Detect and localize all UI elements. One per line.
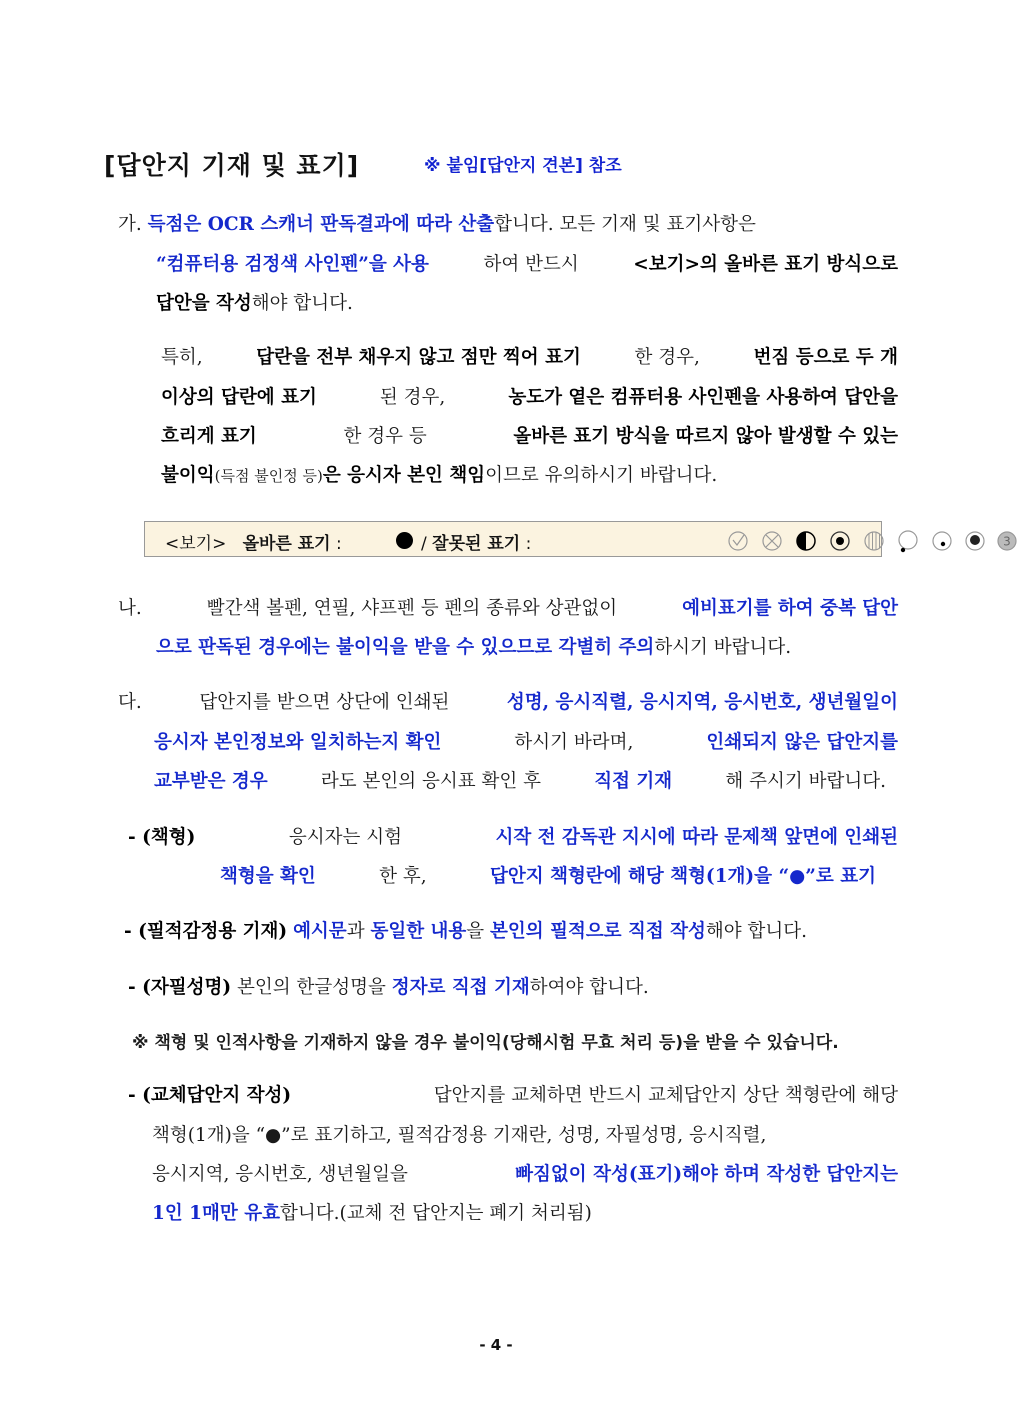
item-da-line-2 <box>154 731 898 755</box>
emphasis-text: 인쇄되지 않은 답안지를 <box>706 732 898 753</box>
colon: : <box>336 534 342 554</box>
item-ga-para2-line-4 <box>161 464 717 488</box>
body-text: 빨간색 볼펜, 연필, 샤프펜 등 펜의 종류와 상관없이 <box>206 598 618 619</box>
striped-mark-icon <box>865 532 883 550</box>
body-text: 된 경우, <box>379 387 446 408</box>
emphasis-text: “컴퓨터용 검정색 사인펜”을 사용 <box>156 254 429 275</box>
booklet-type-line-2 <box>220 865 876 889</box>
half-filled-mark-icon <box>797 532 815 550</box>
bold-label: - (자필성명) <box>128 977 232 998</box>
item-ga-para2-line-3 <box>161 425 898 449</box>
smeared-mark-icon <box>966 532 984 550</box>
faint-mark-number: 3 <box>1003 534 1011 549</box>
item-ga-para2-line-2 <box>161 386 898 410</box>
check-mark-icon <box>729 532 747 550</box>
booklet-type-line-1 <box>128 826 898 850</box>
item-da-line-3 <box>154 770 886 794</box>
bold-text: 농도가 옅은 컴퓨터용 사인펜을 사용하여 답안을 <box>508 387 898 408</box>
emphasis-text: 정자로 직접 기재 <box>391 977 530 998</box>
bold-text: 불이익 <box>161 465 215 486</box>
body-text: 해야 합니다. <box>251 293 353 314</box>
small-text: (득점 불인정 등) <box>214 467 323 485</box>
attachment-reference: ※ 붙임[답안지 견본] 참조 <box>424 156 622 176</box>
section-title: [답안지 기재 및 표기] <box>104 151 360 180</box>
body-text: 하시기 바라며, <box>514 732 634 753</box>
outside-dot-mark-icon <box>899 531 917 552</box>
body-text: 한 경우, <box>634 347 700 368</box>
example-label: <보기> <box>165 534 227 554</box>
body-text: 합니다.(교체 전 답안지는 폐기 처리됨) <box>279 1203 592 1224</box>
body-text: 한 경우 등 <box>343 426 427 447</box>
correct-mark-filled-circle-icon <box>396 532 413 549</box>
emphasis-text: 책형을 확인 <box>220 866 316 887</box>
emphasis-text: 교부받은 경우 <box>154 771 268 792</box>
bold-label: - (교체답안지 작성) <box>128 1085 292 1106</box>
bold-text: 답안을 작성 <box>156 293 252 314</box>
emphasis-text: 예시문 <box>293 921 347 942</box>
body-text: 합니다. 모든 기재 및 표기사항은 <box>494 214 756 235</box>
item-ga-line-1 <box>118 213 756 237</box>
small-dot-mark-icon <box>933 532 951 550</box>
body-text: 하시기 바랍니다. <box>654 637 792 658</box>
emphasis-text: 예비표기를 하여 중복 답안 <box>682 598 898 619</box>
body-text: 특히, <box>161 347 203 368</box>
body-text: 응시자는 시험 <box>288 827 402 848</box>
item-marker: 나. <box>118 598 142 619</box>
emphasis-text: 본인의 필적으로 직접 작성 <box>490 921 706 942</box>
replacement-line-2 <box>152 1124 766 1148</box>
body-text: 과 <box>346 921 365 942</box>
emphasis-text: 직접 기재 <box>594 771 673 792</box>
replacement-line-4 <box>152 1202 592 1226</box>
item-ga-line-3 <box>156 292 353 316</box>
colon: : <box>525 534 532 554</box>
bold-text: 번짐 등으로 두 개 <box>753 347 898 368</box>
body-text: 한 후, <box>379 866 427 887</box>
body-text: 하여야 합니다. <box>529 977 649 998</box>
emphasis-text: 득점은 OCR 스캐너 판독결과에 따라 산출 <box>147 214 495 235</box>
wrong-marking-label: 잘못된 표기 <box>432 534 521 554</box>
emphasis-text: 답안지 책형란에 해당 책형(1개)을 “●”로 표기 <box>490 866 876 887</box>
bold-text: 흐리게 표기 <box>161 426 257 447</box>
body-text: 답안지를 받으면 상단에 인쇄된 <box>199 692 450 713</box>
x-mark-icon <box>763 532 781 550</box>
item-marker: 가. <box>118 214 142 235</box>
signature-line <box>128 976 649 1000</box>
replacement-line-1 <box>128 1084 898 1108</box>
warning-note: ※ 책형 및 인적사항을 기재하지 않을 경우 불이익(당해시험 무효 처리 등)을 받을 수 있습니다. <box>132 1033 839 1053</box>
bold-label: - (필적감정용 기재) <box>124 921 288 942</box>
body-text: 이므로 유의하시기 바랍니다. <box>485 465 718 486</box>
faint-mark-icon <box>998 532 1016 550</box>
item-da-line-1 <box>118 691 898 715</box>
body-text: 응시지역, 응시번호, 생년월일을 <box>152 1164 408 1185</box>
slash: / <box>421 534 427 554</box>
body-text: 책형(1개)을 “●”로 표기하고, 필적감정용 기재란, 성명, 자필성명, 응시직렬, <box>152 1125 767 1146</box>
item-ga-para2-line-1 <box>161 346 898 370</box>
item-na-line-1 <box>118 597 898 621</box>
replacement-line-3 <box>152 1163 898 1187</box>
body-text: 하여 반드시 <box>483 254 579 275</box>
body-text: 해야 합니다. <box>705 921 808 942</box>
example-label-row <box>165 529 342 554</box>
marking-example-box <box>144 521 1011 557</box>
bold-text: 이상의 답란에 표기 <box>161 387 317 408</box>
body-text: 을 <box>466 921 485 942</box>
bold-text: <보기>의 올바른 표기 방식으로 <box>633 254 898 275</box>
emphasis-text: 응시자 본인정보와 일치하는지 확인 <box>154 732 442 753</box>
correct-marking-label: 올바른 표기 <box>242 534 331 554</box>
handwriting-line <box>124 920 807 944</box>
item-ga-line-2 <box>156 253 898 277</box>
emphasis-text: 성명, 응시직렬, 응시지역, 응시번호, 생년월일이 <box>506 692 898 713</box>
wrong-marks-strip <box>722 529 1017 553</box>
bold-text: 답란을 전부 채우지 않고 점만 찍어 표기 <box>256 347 581 368</box>
bold-text: 올바른 표기 방식을 따르지 않아 발생할 수 있는 <box>513 426 898 447</box>
body-text: 라도 본인의 응시표 확인 후 <box>320 771 541 792</box>
emphasis-text: 1인 1매만 유효 <box>152 1203 280 1224</box>
bold-label: - (책형) <box>128 827 196 848</box>
emphasis-text: 동일한 내용 <box>370 921 467 942</box>
emphasis-text: 빠짐없이 작성(표기)해야 하며 작성한 답안지는 <box>515 1164 898 1185</box>
item-na-line-2 <box>156 636 791 660</box>
body-text: 답안지를 교체하면 반드시 교체답안지 상단 책형란에 해당 <box>433 1085 898 1106</box>
bold-text: 은 응시자 본인 책임 <box>322 465 486 486</box>
body-text: 해 주시기 바랍니다. <box>725 771 886 792</box>
item-marker: 다. <box>118 692 142 713</box>
dot-mark-icon <box>831 532 849 550</box>
body-text: 본인의 한글성명을 <box>237 977 386 998</box>
emphasis-text: 시작 전 감독관 지시에 따라 문제책 앞면에 인쇄된 <box>495 827 898 848</box>
page-number: - 4 - <box>479 1336 513 1354</box>
emphasis-text: 으로 판독된 경우에는 불이익을 받을 수 있으므로 각별히 주의 <box>156 637 655 658</box>
wrong-label-row <box>421 529 531 554</box>
